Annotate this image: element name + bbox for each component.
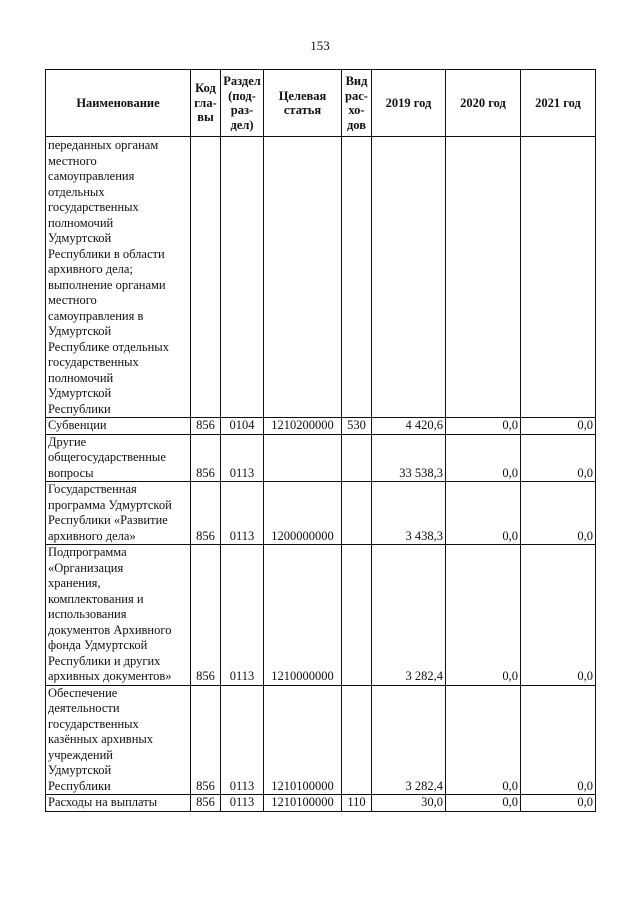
header-code: Код гла- вы <box>191 70 221 137</box>
header-name: Наименование <box>46 70 191 137</box>
row-article: 1210000000 <box>264 545 342 686</box>
row-article: 1210200000 <box>264 418 342 435</box>
row-expense: 110 <box>342 795 372 812</box>
row-code: 856 <box>191 418 221 435</box>
row-article: 1210100000 <box>264 795 342 812</box>
row-2019: 3 282,4 <box>372 545 446 686</box>
table-row <box>46 685 596 795</box>
table-row <box>46 434 596 482</box>
row-expense <box>342 482 372 545</box>
row-2021: 0,0 <box>521 685 596 795</box>
row-name: Субвенции <box>46 418 191 435</box>
row-section: 0113 <box>221 795 264 812</box>
row-2019: 4 420,6 <box>372 418 446 435</box>
row-2020: 0,0 <box>446 545 521 686</box>
row-code: 856 <box>191 434 221 482</box>
table-body <box>46 137 596 812</box>
header-article: Целевая статья <box>264 70 342 137</box>
row-name: Государственная программа Удмуртской Республики «Развитие архивного дела» <box>46 482 191 545</box>
table-row <box>46 137 596 418</box>
row-section: 0113 <box>221 434 264 482</box>
row-expense: 530 <box>342 418 372 435</box>
row-expense <box>342 434 372 482</box>
row-article <box>264 434 342 482</box>
row-name: Подпрограмма «Организация хранения, комплектования и использования документов Архивного фонда Удмуртской Республики и других архивных документов» <box>46 545 191 686</box>
table-row <box>46 418 596 435</box>
row-code: 856 <box>191 795 221 812</box>
row-code: 856 <box>191 685 221 795</box>
row-2019: 30,0 <box>372 795 446 812</box>
row-2021: 0,0 <box>521 795 596 812</box>
header-2019: 2019 год <box>372 70 446 137</box>
row-code <box>191 137 221 418</box>
header-2021: 2021 год <box>521 70 596 137</box>
header-section: Раздел (под- раз- дел) <box>221 70 264 137</box>
row-2020 <box>446 137 521 418</box>
row-2020: 0,0 <box>446 482 521 545</box>
row-2021: 0,0 <box>521 482 596 545</box>
row-2020: 0,0 <box>446 795 521 812</box>
page-number: 153 <box>310 38 330 53</box>
table-row <box>46 795 596 812</box>
table-row <box>46 482 596 545</box>
row-2021: 0,0 <box>521 545 596 686</box>
row-expense <box>342 545 372 686</box>
header-expense: Вид рас- хо- дов <box>342 70 372 137</box>
row-2020: 0,0 <box>446 434 521 482</box>
table-row <box>46 545 596 686</box>
row-2020: 0,0 <box>446 685 521 795</box>
row-section <box>221 137 264 418</box>
header-2020: 2020 год <box>446 70 521 137</box>
row-section: 0104 <box>221 418 264 435</box>
row-2019: 33 538,3 <box>372 434 446 482</box>
row-2019: 3 282,4 <box>372 685 446 795</box>
table-header <box>46 70 596 137</box>
row-code: 856 <box>191 545 221 686</box>
row-article: 1200000000 <box>264 482 342 545</box>
row-article <box>264 137 342 418</box>
row-2021: 0,0 <box>521 418 596 435</box>
row-code: 856 <box>191 482 221 545</box>
row-name: переданных органам местного самоуправления отдельных государственных полномочий Удмуртской Республики в области архивного дела; выполнение органами местного самоуправления в Удмуртской Республике отдельных государственных полномочий Удмуртской Республики <box>46 137 191 418</box>
row-expense <box>342 685 372 795</box>
row-name: Другие общегосударственные вопросы <box>46 434 191 482</box>
row-2021 <box>521 137 596 418</box>
row-2020: 0,0 <box>446 418 521 435</box>
row-2019: 3 438,3 <box>372 482 446 545</box>
row-name: Обеспечение деятельности государственных казённых архивных учреждений Удмуртской Республики <box>46 685 191 795</box>
row-section: 0113 <box>221 545 264 686</box>
row-section: 0113 <box>221 482 264 545</box>
row-article: 1210100000 <box>264 685 342 795</box>
row-2019 <box>372 137 446 418</box>
row-section: 0113 <box>221 685 264 795</box>
row-expense <box>342 137 372 418</box>
row-2021: 0,0 <box>521 434 596 482</box>
budget-table <box>45 69 596 812</box>
row-name: Расходы на выплаты <box>46 795 191 812</box>
